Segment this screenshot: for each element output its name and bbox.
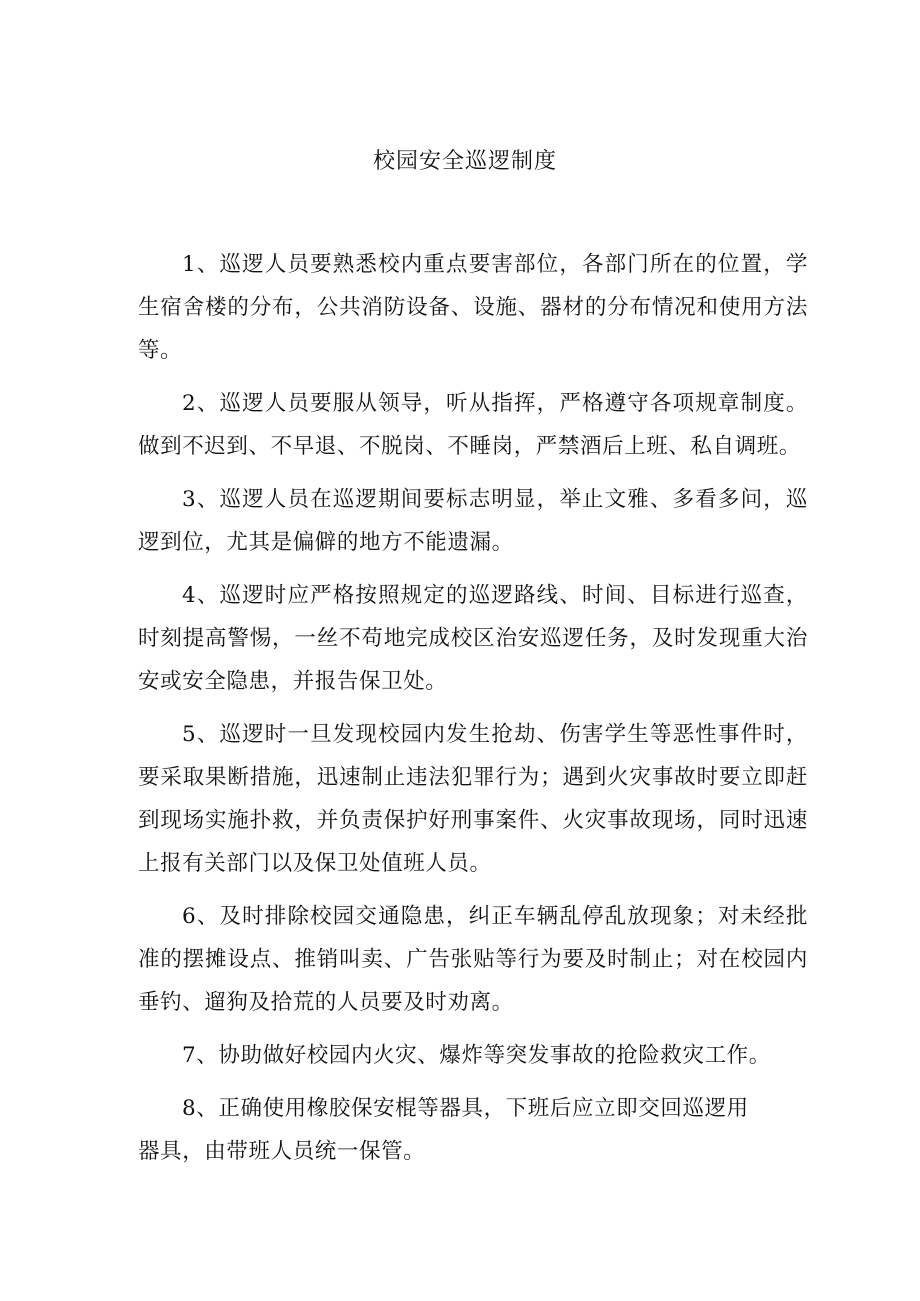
paragraph-5: 5、巡逻时一旦发现校园内发生抢劫、伤害学生等恶性事件时，要采取果断措施，迅速制止违法犯罪行为；遇到火灾事故时要立即赶到现场实施扑救，并负责保护好刑事案件、火灾事故现场，同时迅速上报有关部门以及保卫处值班人员。	[138, 722, 808, 876]
paragraph-7: 7、协助做好校园内火灾、爆炸等突发事故的抢险救灾工作。	[182, 1043, 771, 1068]
paragraph-1: 1、巡逻人员要熟悉校内重点要害部位，各部门所在的位置，学生宿舍楼的分布，公共消防设备、设施、器材的分布情况和使用方法等。	[138, 252, 808, 363]
document-title: 校园安全巡逻制度	[372, 149, 557, 174]
paragraph-6: 6、及时排除校园交通隐患，纠正车辆乱停乱放现象；对未经批准的摆摊设点、推销叫卖、广告张贴等行为要及时制止；对在校园内垂钓、遛狗及拾荒的人员要及时劝离。	[138, 904, 808, 1015]
paragraph-4: 4、巡逻时应严格按照规定的巡逻路线、时间、目标进行巡查，时刻提高警惕，一丝不苟地完成校区治安巡逻任务，及时发现重大治安或安全隐患，并报告保卫处。	[138, 583, 808, 694]
paragraph-2: 2、巡逻人员要服从领导，听从指挥，严格遵守各项规章制度。做到不迟到、不早退、不脱岗、不睡岗，严禁酒后上班、私自调班。	[138, 391, 808, 459]
paragraph-8: 8、正确使用橡胶保安棍等器具，下班后应立即交回巡逻用器具，由带班人员统一保管。	[138, 1096, 749, 1164]
paragraph-3: 3、巡逻人员在巡逻期间要标志明显，举止文雅、多看多问，巡逻到位，尤其是偏僻的地方不能遗漏。	[138, 487, 808, 555]
document-body	[138, 243, 808, 1183]
